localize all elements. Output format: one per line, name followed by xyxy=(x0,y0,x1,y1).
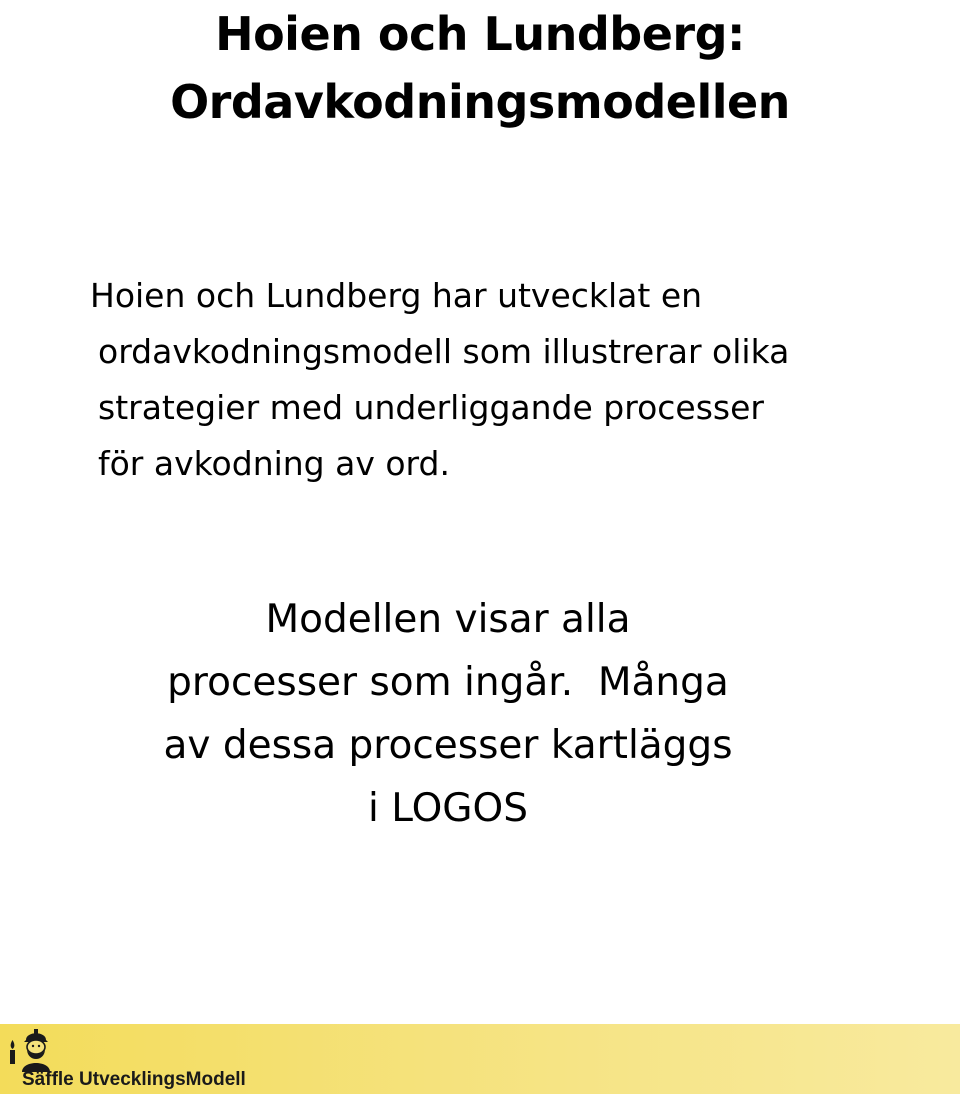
note-line-2: processer som ingår. Många xyxy=(167,660,729,705)
intro-paragraph xyxy=(90,268,940,492)
note-line-1: Modellen visar alla xyxy=(265,597,631,642)
brand-name: Säffle UtvecklingsModell xyxy=(22,1069,246,1090)
title-line-2: Ordavkodningsmodellen xyxy=(170,75,790,129)
logos-note xyxy=(128,588,768,840)
intro-line-3: strategier med underliggande processer xyxy=(98,388,764,427)
title-line-1: Hoien och Lundberg: xyxy=(215,7,745,61)
page-title xyxy=(0,0,960,136)
miner-figure-icon xyxy=(4,1026,64,1074)
note-line-4: i LOGOS xyxy=(368,786,528,831)
intro-line-2: ordavkodningsmodell som illustrerar olika xyxy=(98,332,790,371)
note-line-3: av dessa processer kartläggs xyxy=(163,723,733,768)
intro-line-4: för avkodning av ord. xyxy=(98,444,450,483)
intro-line-1: Hoien och Lundberg har utvecklat en xyxy=(90,276,703,315)
